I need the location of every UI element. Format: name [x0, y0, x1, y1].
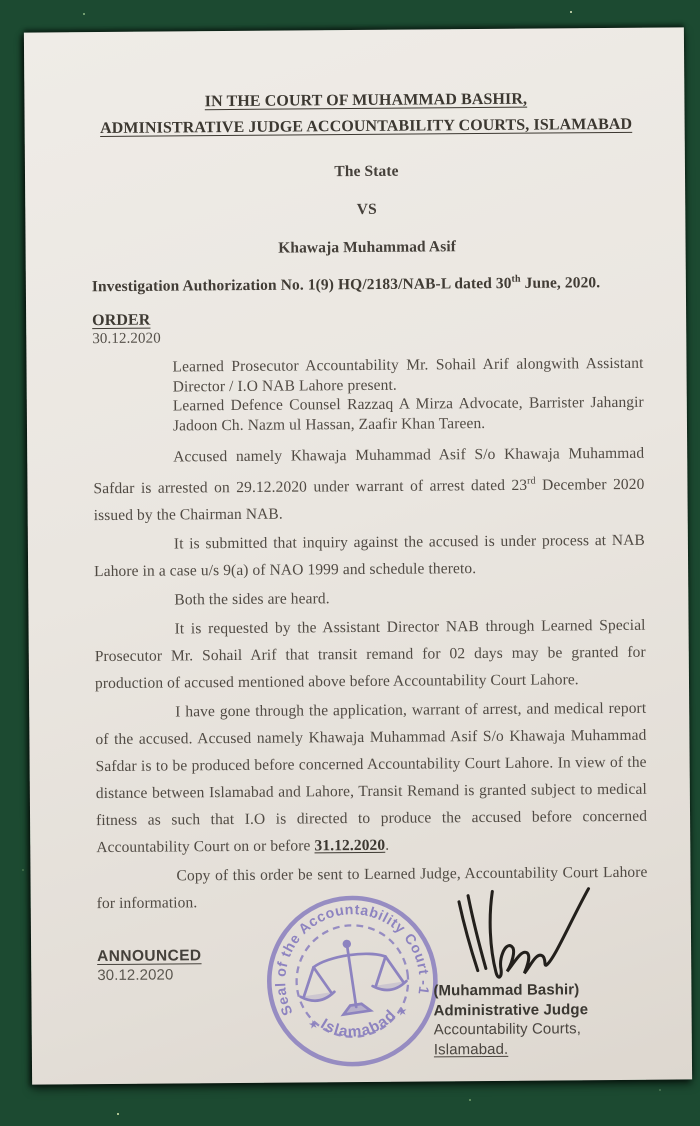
- paragraph-request: It is requested by the Assistant Director NAB through Learned Special Prosecutor Mr. Sohail Arif that transit remand for 02 days may be granted for production of accused mentioned above before Accountability Court Lahore.: [94, 617, 646, 693]
- order-document: [24, 27, 692, 1084]
- announced-label: ANNOUNCED: [97, 947, 202, 966]
- signatory-name: (Muhammad Bashir): [433, 981, 580, 1000]
- court-title-line1: IN THE COURT OF MUHAMMAD BASHIR,: [204, 90, 528, 111]
- paragraph-copy: Copy of this order be sent to Learned Judge, Accountability Court Lahore for information.: [96, 864, 648, 913]
- appearance-defence: Learned Defence Counsel Razzaq A Mirza Advocate, Barrister Jahangir Jadoon Ch. Nazm ul Hassan, Zaafir Khan Tareen.: [172, 393, 644, 435]
- paragraph-decision-text: I have gone through the application, warrant of arrest, and medical report of the accused. Accused namely Khawaja Muhammad Asif S/o Khawaja Muhammad Safdar is to be produced before concerned Accountability Court Lahore. In view of the distance between Islamabad and Lahore, Transit Remand is granted subject to medical fitness as such that I.O is directed to produce the accused before concerned Accountability Court on or before: [95, 700, 648, 857]
- party-accused: Khawaja Muhammad Asif: [278, 238, 457, 257]
- paragraph-arrest: [93, 440, 645, 529]
- seal-bottom-text: Islamabad: [317, 1006, 400, 1041]
- signatory-city: Islamabad.: [433, 1040, 509, 1058]
- signatory-block: [433, 980, 588, 1059]
- ordinal-suffix: th: [511, 273, 521, 285]
- paragraph-decision: [95, 695, 647, 861]
- versus-label: VS: [356, 200, 377, 218]
- court-title: [90, 86, 641, 142]
- court-title-line2: ADMINISTRATIVE JUDGE ACCOUNTABILITY COURTS, ISLAMABAD: [100, 115, 633, 138]
- seal-arc-text: Seal of the Accountability Court -1: [273, 902, 432, 1018]
- signatory-org: Accountability Courts,: [433, 1020, 582, 1039]
- case-reference-text: Investigation Authorization No. 1(9) HQ/2183/NAB-L dated 30: [91, 274, 512, 296]
- appearance-block: [172, 354, 644, 436]
- court-seal-stamp: [249, 878, 456, 1085]
- appearance-prosecution: Learned Prosecutor Accountability Mr. Sohail Arif alongwith Assistant Director / I.O NAB Lahore present.: [172, 354, 644, 396]
- case-reference: [92, 268, 643, 298]
- ordinal-suffix: rd: [527, 475, 536, 487]
- document-paper: [24, 27, 692, 1084]
- announced-block: [97, 947, 202, 984]
- paragraph-decision-end: .: [385, 837, 390, 855]
- seal-star-left: ★: [307, 1018, 320, 1032]
- judge-signature: [437, 880, 600, 983]
- signatory-title: Administrative Judge: [433, 1000, 589, 1019]
- order-heading-row: [92, 294, 643, 348]
- seal-star-right: ★: [396, 1005, 409, 1019]
- party-plaintiff: The State: [334, 162, 399, 181]
- case-reference-date: June, 2020.: [520, 274, 601, 292]
- order-date: 30.12.2020: [92, 330, 161, 348]
- scales-of-justice-icon: [294, 933, 410, 1020]
- paragraph-inquiry: It is submitted that inquiry against the accused is under process at NAB Lahore in a case u/s 9(a) of NAO 1999 and schedule thereto.: [94, 532, 645, 581]
- paragraph-heard: Both the sides are heard.: [174, 590, 330, 609]
- announced-date: 30.12.2020: [97, 966, 174, 985]
- paragraph-arrest-text: Accused namely Khawaja Muhammad Asif S/o Khawaja Muhammad Safdar is arrested on 29.12.2020 under warrant of arrest dated 23: [93, 444, 645, 498]
- order-heading: ORDER: [92, 311, 151, 330]
- production-deadline-date: 31.12.2020: [314, 837, 386, 855]
- paragraph-arrest-end: December 2020 issued by the Chairman NAB.: [93, 476, 645, 525]
